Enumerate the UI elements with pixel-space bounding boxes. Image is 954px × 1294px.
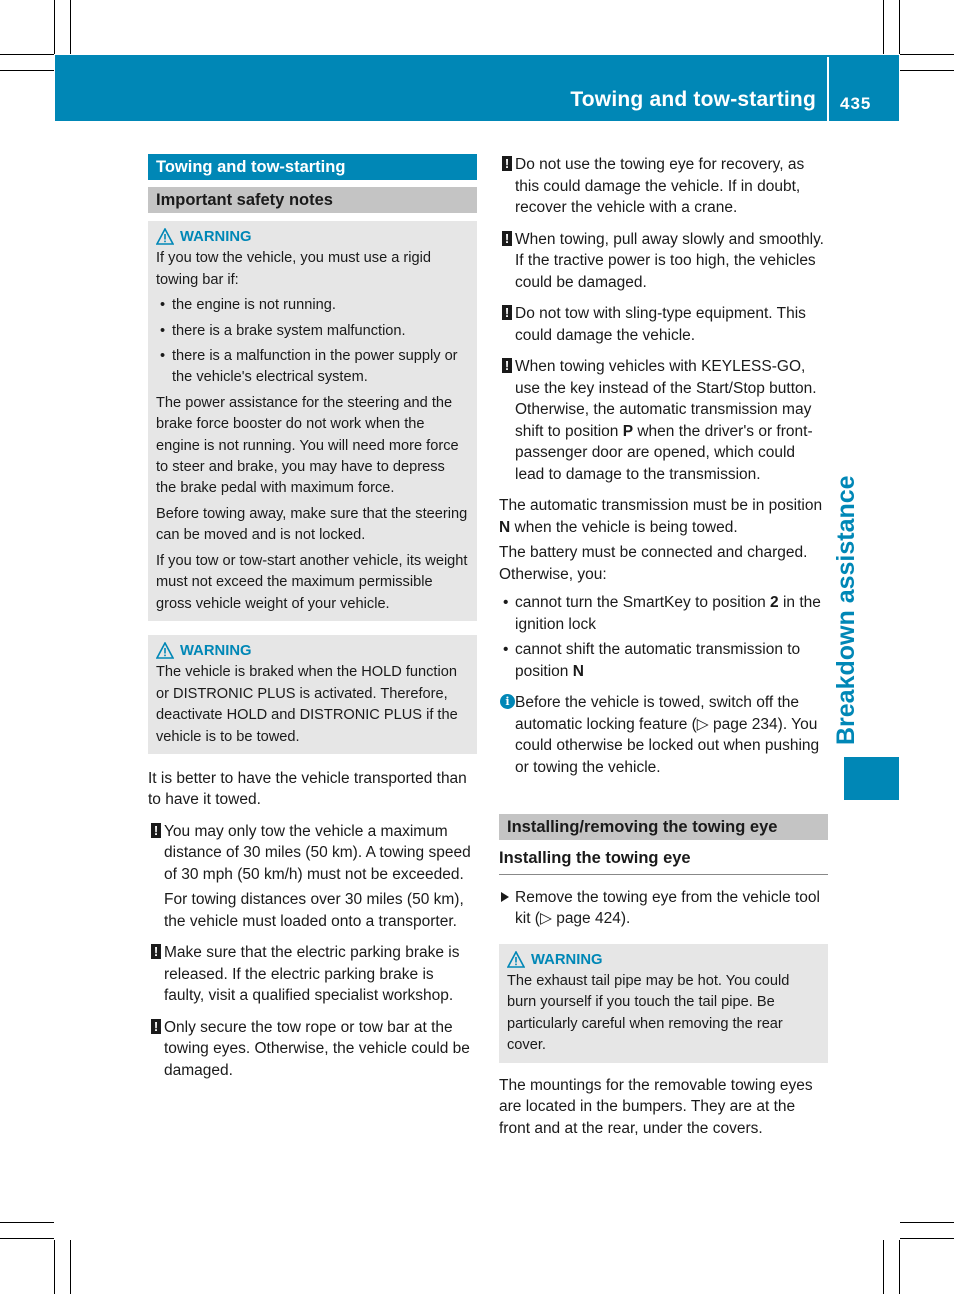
caution-exclamation-icon: !	[151, 823, 161, 838]
info-text: Before the vehicle is towed, switch off the automatic locking feature (▷ page 234). You could otherwise be locked out when pushing or towing the vehicle.	[515, 694, 820, 776]
left-column	[148, 150, 477, 1091]
crop-mark	[54, 1240, 55, 1294]
crop-mark	[70, 1240, 71, 1294]
warning-paragraph: The exhaust tail pipe may be hot. You could burn yourself if you touch the tail pipe. Be particularly careful when removing the rear cover.	[507, 972, 790, 1054]
crop-mark	[899, 1240, 900, 1294]
crop-mark	[0, 54, 54, 55]
body-paragraph: It is better to have the vehicle transported than to have it towed.	[148, 769, 467, 809]
chapter-tab-marker	[844, 757, 899, 800]
caution-exclamation-icon: !	[502, 358, 512, 373]
warning-paragraph: If you tow or tow-start another vehicle, its weight must not exceed the maximum permissible gross vehicle weight of your vehicle.	[156, 552, 468, 612]
subsection-title: Important safety notes	[148, 187, 477, 213]
body-paragraph: The mountings for the removable towing eyes are located in the bumpers. They are at the front and at the rear, under the covers.	[499, 1076, 813, 1137]
caution-exclamation-icon: !	[502, 156, 512, 171]
warning-triangle-icon	[156, 642, 174, 659]
list-item: • cannot turn the SmartKey to position 2 in the ignition lock	[499, 592, 828, 635]
caution-text: When towing vehicles with KEYLESS-GO, use the key instead of the Start/Stop button. Otherwise, the automatic transmission may shift to position P when the driver's or front-passenger door are opened, which could lead to damage to the transmission.	[515, 358, 817, 483]
right-column	[499, 154, 828, 1143]
crop-mark	[54, 0, 55, 54]
page-header-title: Towing and tow-starting	[570, 88, 816, 111]
caution-note	[148, 821, 477, 933]
subsection-title: Installing/removing the towing eye	[499, 814, 828, 840]
crop-mark	[0, 70, 54, 71]
crop-mark	[0, 1222, 54, 1223]
caution-text: You may only tow the vehicle a maximum distance of 30 miles (50 km). A towing speed of 30 mph (50 km/h) must not be exceeded.	[164, 822, 471, 883]
warning-paragraph: The vehicle is braked when the HOLD function or DISTRONIC PLUS is activated. Therefore, deactivate HOLD and DISTRONIC PLUS if the vehicle is to be towed.	[156, 664, 458, 745]
caution-text: Do not tow with sling-type equipment. This could damage the vehicle.	[515, 305, 806, 344]
body-paragraph: The battery must be connected and charged. Otherwise, you:	[499, 544, 808, 583]
caution-text: Only secure the tow rope or tow bar at the towing eyes. Otherwise, the vehicle could be damaged.	[164, 1018, 470, 1079]
caution-text: For towing distances over 30 miles (50 km), the vehicle must loaded onto a transporter.	[164, 891, 464, 930]
list-item: • there is a brake system malfunction.	[156, 321, 469, 342]
step-text: Remove the towing eye from the vehicle tool kit (▷ page 424).	[515, 888, 820, 927]
warning-title	[531, 950, 820, 971]
list-item: • the engine is not running.	[156, 295, 469, 316]
warning-box	[499, 944, 828, 1063]
warning-triangle-icon	[507, 951, 525, 968]
list-item: • cannot shift the automatic transmission to position N	[499, 639, 828, 682]
crop-mark	[900, 1238, 954, 1239]
warning-label: WARNING	[180, 229, 252, 245]
page-number: 435	[840, 94, 872, 113]
warning-paragraph: Before towing away, make sure that the steering can be moved and is not locked.	[156, 505, 468, 544]
warning-title	[180, 641, 469, 662]
caution-text: When towing, pull away slowly and smoothly. If the tractive power is too high, the vehicles could be damaged.	[515, 230, 824, 291]
warning-box	[148, 221, 477, 621]
caution-exclamation-icon: !	[151, 1019, 161, 1034]
crop-mark	[70, 0, 71, 54]
caution-text: Make sure that the electric parking brake is released. If the electric parking brake is faulty, visit a qualified specialist workshop.	[164, 944, 460, 1005]
chapter-side-label: Breakdown assistance	[832, 475, 860, 745]
crop-mark	[899, 0, 900, 54]
caution-text: Do not use the towing eye for recovery, as this could damage the vehicle. If in doubt, recover the vehicle with a crane.	[515, 156, 805, 216]
crop-mark	[900, 1222, 954, 1223]
crop-mark	[883, 1240, 884, 1294]
warning-label: WARNING	[531, 951, 603, 968]
procedure-heading: Installing the towing eye	[499, 848, 828, 875]
warning-intro: If you tow the vehicle, you must use a rigid towing bar if:	[156, 250, 431, 288]
step-arrow-icon	[501, 892, 509, 902]
caution-note	[148, 1017, 477, 1082]
info-note	[499, 692, 828, 778]
section-title: Towing and tow-starting	[148, 154, 477, 180]
warning-box	[148, 635, 477, 754]
warning-title	[180, 227, 469, 248]
warning-triangle-icon	[156, 228, 174, 245]
caution-note	[148, 942, 477, 1007]
body-paragraph: The automatic transmission must be in position N when the vehicle is being towed.	[499, 497, 823, 536]
caution-note	[499, 229, 828, 294]
caution-exclamation-icon: !	[502, 305, 512, 320]
crop-mark	[0, 1238, 54, 1239]
list-item: • there is a malfunction in the power supply or the vehicle's electrical system.	[156, 346, 469, 389]
warning-label: WARNING	[180, 642, 252, 659]
caution-note	[499, 356, 828, 485]
procedure-step	[499, 887, 828, 930]
caution-note	[499, 154, 828, 219]
header-divider	[827, 57, 829, 121]
warning-paragraph: The power assistance for the steering and the brake force booster do not work when the engine is not running. You will need more force to steer and brake, you may have to depress the brake pedal with maximum force.	[156, 394, 459, 497]
crop-mark	[883, 0, 884, 54]
crop-mark	[900, 70, 954, 71]
caution-exclamation-icon: !	[151, 944, 161, 959]
info-icon: i	[500, 694, 515, 709]
caution-note	[499, 303, 828, 346]
caution-exclamation-icon: !	[502, 231, 512, 246]
crop-mark	[900, 54, 954, 55]
